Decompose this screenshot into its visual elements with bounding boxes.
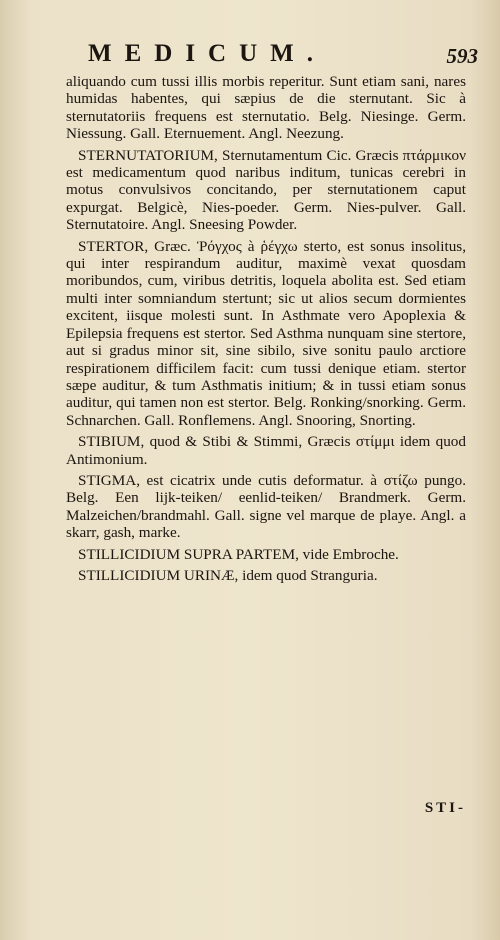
entry-stibium: STIBIUM, quod & Stibi & Stimmi, Græcis στίμμι idem quod Antimonium.: [66, 433, 466, 468]
entry-stertor: STERTOR, Græc. Ῥόγχος à ῥέγχω sterto, est sonus insolitus, qui inter respirandum auditur, maximè vexat quosdam moribundos, cum, viribus detritis, loquela abolita est. Sed etiam multi inter somniandum stertunt; sic ut alios secum dormientes excitent, iisque molesti sunt. In Asthmate vero Apoplexia & Epilepsia frequens est stertor. Sed Asthma nunquam sine stertore, aut si gradus minor sit, sine sibilo, sive sonitu paulo arctiore respirationem difficilem facit: cum tussi denique etiam. stertor sæpe auditur, & tum Asthmatis initium; & in tussi etiam sonus auditur, qui tamen non est stertor. Belg. Ronking/snorking. Germ. Schnarchen. Gall. Ronflemens. Angl. Snooring, Snorting.: [66, 237, 466, 429]
catchword: STI-: [424, 800, 466, 816]
dictionary-body: [66, 73, 466, 588]
page-number: 593: [446, 44, 478, 68]
running-title: MEDICUM.: [88, 40, 327, 67]
entry-stillicidium-urinae: STILLICIDIUM URINÆ, idem quod Stranguria.: [78, 566, 378, 584]
page-header: [0, 40, 500, 74]
entry-sternutatorium: STERNUTATORIUM, Sternutamentum Cic. Græcis πτάρμικον est medicamentum quod naribus inditum, tunicas cerebri in motus convulsivos concitando, per sternutationem caput expurgat. Belgicè, Nies-poeder. Germ. Nies-pulver. Gall. Sternutatoire. Angl. Sneesing Powder.: [66, 146, 466, 234]
entry-stillicidium-supra-partem: STILLICIDIUM SUPRA PARTEM, vide Embroche.: [78, 545, 399, 563]
entry-continuation: aliquando cum tussi illis morbis reperitur. Sunt etiam sani, nares humidas habentes, qui sæpius de die sternutant. Sic à sternutatoriis frequens est sternutatio. Belg. Niesinge. Germ. Niessung. Gall. Eternuement. Angl. Neezung.: [66, 73, 466, 143]
entry-stigma: STIGMA, est cicatrix unde cutis deformatur. à στίζω pungo. Belg. Een lijk-teiken/ eenlid-teiken/ Brandmerk. Germ. Malzeichen/brandmahl. Gall. signe vel marque de playe. Angl. a skarr, gash, marke.: [66, 471, 466, 542]
